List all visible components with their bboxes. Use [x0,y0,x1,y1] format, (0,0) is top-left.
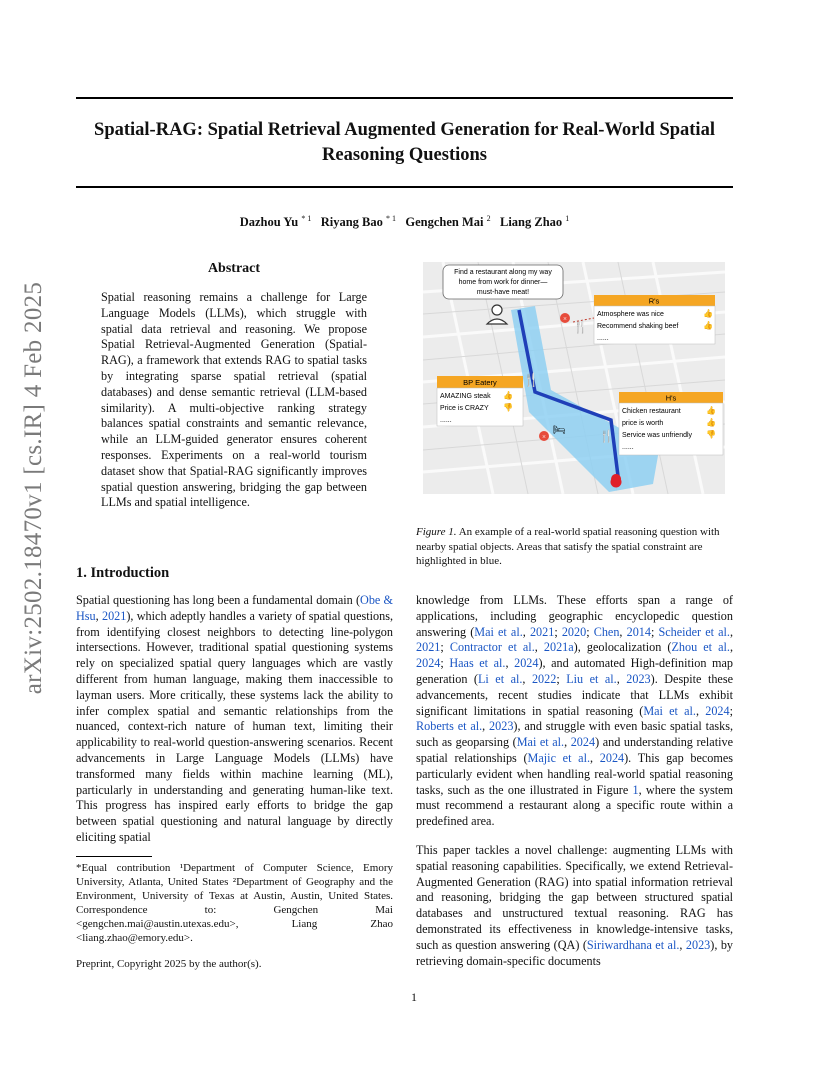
citation-link[interactable]: Siriwardhana et al. [586,937,680,952]
title-rule-top [76,97,733,99]
section-heading: 1. Introduction [76,565,170,581]
intro-paragraph-2: knowledge from LLMs. These efforts span a range of applications, including geographic encyclopedic question answering (Mai et al., 2021; 2020; Chen, 2014; Scheider et al., 2021; Contractor et al., 2021a), geolocalization (Zhou et al., 2024; Haas et al., 2024), and automated High-definition map generation (Li et al., 2022; Liu et al., 2023). Despite these advancements, recent studies indicate that LLMs exhibit significant limitations in spatial reasoning (Mai et al., 2024; Roberts et al., 2023), and struggle with even basic spatial tasks, such as geoparsing (Mai et al., 2024) and understanding relative spatial relationships (Majic et al., 2024). This gap becomes particularly evident when handling real-world spatial reasoning tasks, such as the one illustrated in Figure 1, where the system must recommend a restaurant along a specific route within a predefined area. [416,593,734,829]
citation-link[interactable]: Mai et al. [474,624,523,639]
author-affiliation: 2 [486,214,491,223]
citation-link[interactable]: Contractor et al. [449,640,535,655]
query-line-3: must-have meat! [476,289,530,296]
footnote-rule [76,856,152,857]
abstract-text: Spatial reasoning remains a challenge for Large Language Models (LLMs), which struggle with spatial data retrieval and reasoning. We propose Spatial Retrieval-Augmented Generation (Spatial-RAG), a framework that extends RAG to spatial tasks by integrating sparse spatial retrieval (spatial databases) and dense semantic retrieval (LLM-based similarity). A multi-objective ranking strategy balances spatial constraints and semantic relevance, while an LLM-guided generator ensures coherent responses. Experiments on a real-world tourism dataset show that Spatial-RAG significantly improves spatial question answering, bridging the gap between LLMs and spatial intelligence. [101,290,367,510]
citation-link[interactable]: Li et al. [477,671,523,686]
query-line-1: Find a restaurant along my way [454,269,552,276]
citation-link[interactable]: 2023 [685,937,711,952]
query-line-2: home from work for dinner— [458,279,548,286]
citation-link[interactable]: 2023 [489,719,514,734]
citation-link[interactable]: 2024 [705,703,730,718]
cross-icon: × [563,315,567,323]
bp-line-2: Price is CRAZY [440,405,489,412]
restaurant-icon: 🍴 [599,429,614,443]
arxiv-id: arXiv:2502.18470v1 [cs.IR] 4 Feb 2025 [20,281,47,695]
restaurant-icon: 🍴 [573,320,588,334]
bp-name: BP Eatery [463,378,497,387]
caption-text: An example of a real-world spatial reasoning question with nearby spatial objects. Areas that satisfy the spatial constraint are highlighted in blue. [416,526,720,567]
citation-link[interactable]: 2024 [514,656,539,671]
thumbs-up-icon: 👍 [706,418,716,427]
rs-line-2: Recommend shaking beef [597,323,679,330]
author-name: Gengchen Mai [405,215,484,230]
citation-link[interactable]: Roberts et al. [416,719,483,734]
restaurant-icon: 🍴 [523,372,540,387]
hs-line-1: Chicken restaurant [622,408,681,415]
citation-link[interactable]: 2022 [531,671,557,686]
bp-line-3: ...... [440,417,452,424]
cross-icon: × [542,433,546,441]
citation-link[interactable]: Chen [593,624,620,639]
caption-label: Figure 1. [416,526,457,538]
rs-name: R's [648,296,660,306]
thumbs-up-icon: 👍 [703,321,713,330]
citation-link[interactable]: Majic et al. [527,750,590,765]
intro-paragraph-3: This paper tackles a novel challenge: augmenting LLMs with spatial reasoning capabilities. Specifically, we extend Retrieval-Augmented Generation (RAG) into spatial information retrieval and reasoning, bridging the gap between structured spatial databases and unstructured textual reasoning. RAG has demonstrated its effectiveness in knowledge-intensive tasks, such as question answering (QA) (Siriwardhana et al., 2023), by retrieving domain-specific documents [416,843,734,968]
paper-title: Spatial-RAG: Spatial Retrieval Augmented Generation for Real-World Spatial Reasoning Questions [94,120,715,165]
hs-name: H's [665,393,677,403]
author-affiliation: 1 [565,214,570,223]
citation-link[interactable]: Zhou et al. [671,640,730,655]
page-number: 1 [411,990,417,1004]
citation-link[interactable]: 2020 [561,624,587,639]
title-rule-bottom [76,186,733,188]
citation-link[interactable]: 2023 [626,671,651,686]
arxiv-stamp [14,281,54,695]
citation-link[interactable]: Liu et al. [566,671,617,686]
citation-link[interactable]: 2021 [416,640,441,655]
citation-link[interactable]: 2024 [599,750,625,765]
citation-link[interactable]: 2014 [626,624,651,639]
citation-link[interactable]: 2021 [101,608,127,623]
thumbs-up-icon: 👍 [503,391,513,400]
citation-link[interactable]: 2021a [543,640,574,655]
citation-link[interactable]: 2024 [416,656,441,671]
citation-link[interactable]: 1 [632,782,639,797]
abstract-heading: Abstract [207,261,261,276]
citation-link[interactable]: Obe & Hsu [76,593,393,623]
figure-1-caption [416,525,733,569]
thumbs-down-icon: 👎 [706,430,716,439]
rs-line-3: ...... [597,335,609,342]
author-list [76,214,733,230]
figure-1-map [423,262,725,494]
hs-line-3: Service was unfriendly [622,432,693,439]
thumbs-up-icon: 👍 [706,406,716,415]
citation-link[interactable]: 2021 [529,624,555,639]
bp-line-1: AMAZING steak [440,393,491,400]
citation-link[interactable]: Mai et al. [643,703,696,718]
citation-link[interactable]: Haas et al. [449,656,506,671]
intro-paragraph-1: Spatial questioning has long been a fundamental domain (Obe & Hsu, 2021), which adeptly handles a variety of spatial questions, from identifying closest neighbors to detecting line-polygon intersections. However, traditional spatial questioning systems rely on specialized spatial query languages which are vastly different from human language, making them inaccessible to layman users. More critically, these systems lack the ability to infer complex spatial and semantic relationships from the nuanced, context-rich nature of human text, limiting their applicability to real-world question-answering scenarios. Recent advancements in Large Language Models (LLMs) have transformed many fields within machine learning (ML), particularly in understanding and generating human-like text. This progress has inspired early efforts to bridge the gap between spatial questioning and natural language by directly eliciting spatial [76,593,393,844]
preprint-notice: Preprint, Copyright 2025 by the author(s). [76,958,262,970]
author-affiliation: * 1 [301,214,312,223]
hotel-icon: 🛏 [553,425,566,436]
author-name: Liang Zhao [499,215,563,230]
thumbs-up-icon: 👍 [703,309,713,318]
hs-line-2: price is worth [622,420,664,427]
hs-line-4: ...... [622,444,634,451]
thumbs-down-icon: 👎 [503,403,513,412]
footnote: *Equal contribution ¹Department of Computer Science, Emory University, Atlanta, United States ²Department of Geography and the Environment, University of Texas at Austin, Austin, United States. Correspondence to: Gengchen Mai <gengchen.mai@austin.utexas.edu>, Liang Zhao <liang.zhao@emory.edu>. [76,862,393,944]
citation-link[interactable]: 2024 [570,735,596,750]
rs-line-1: Atmosphere was nice [597,311,664,318]
destination-pin-head [611,477,622,488]
citation-link[interactable]: Mai et al. [516,735,565,750]
citation-link[interactable]: Scheider et al. [658,624,730,639]
author-name: Riyang Bao [320,215,383,230]
author-affiliation: * 1 [385,214,396,223]
author-name: Dazhou Yu [239,215,299,230]
